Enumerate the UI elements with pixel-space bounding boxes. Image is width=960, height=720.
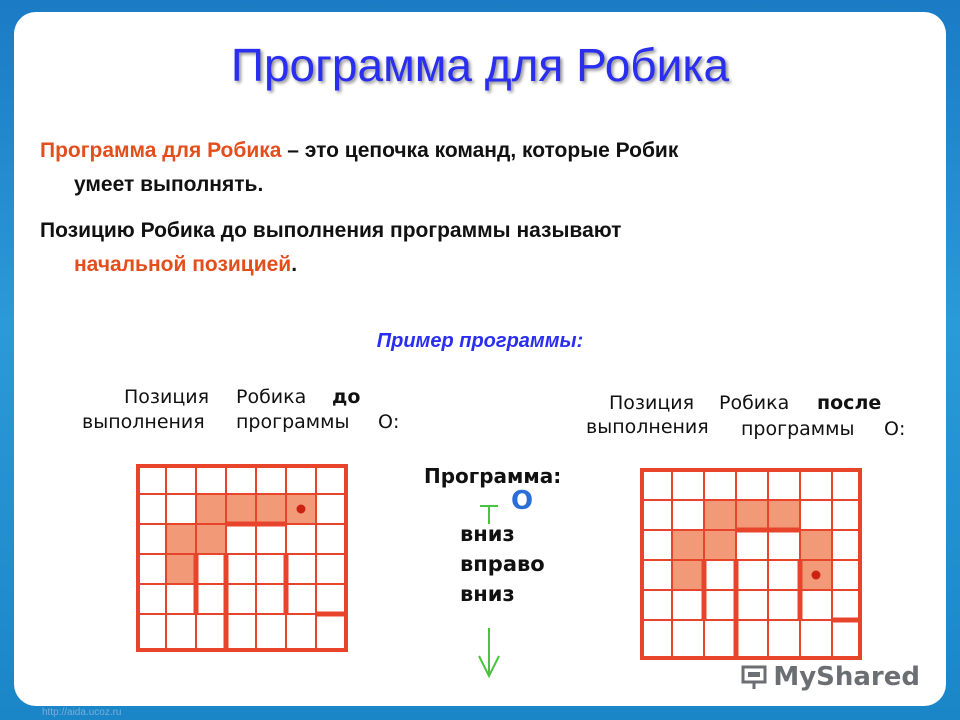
filled-cell	[226, 494, 256, 524]
filled-cell	[800, 530, 832, 560]
caption-word: выполнения	[82, 411, 205, 433]
watermark: http://aida.ucoz.ru	[42, 707, 122, 718]
page-title: Программа для Робика	[230, 39, 730, 91]
caption-word: О:	[378, 411, 400, 433]
slide	[14, 12, 946, 706]
program-label: Программа:	[424, 464, 562, 488]
example-label: Пример программы:	[376, 330, 584, 352]
filled-cell	[196, 494, 226, 524]
caption-word: после	[817, 392, 882, 414]
initial-position-text: Позицию Робика до выполнения программы называют	[40, 219, 622, 242]
initial-position-end: .	[291, 253, 298, 276]
caption-word: Позиция	[609, 392, 695, 414]
grid-after	[640, 468, 862, 660]
caption-word: до	[332, 386, 361, 408]
filled-cell	[768, 500, 800, 530]
filled-cell	[672, 560, 704, 590]
logo-text: MyShared	[773, 662, 920, 692]
filled-cells	[672, 500, 832, 590]
grid-before	[136, 464, 348, 652]
definition-paragraph	[40, 134, 920, 202]
filled-cell	[196, 524, 226, 554]
myshared-logo[interactable]	[741, 662, 920, 692]
robik-marker	[812, 571, 821, 580]
caption-word: О:	[884, 418, 906, 440]
definition-text: – это цепочка команд, которые Робик	[281, 139, 679, 162]
definition-text-line2: умеет выполнять.	[74, 173, 264, 196]
filled-cell	[736, 500, 768, 530]
caption-word: Робика	[236, 386, 307, 408]
program-command: вниз	[460, 582, 515, 606]
program-command: вправо	[460, 552, 545, 576]
caption-word: Робика	[719, 392, 790, 414]
program-command: вниз	[460, 522, 515, 546]
initial-position-paragraph	[40, 214, 920, 282]
definition-term: Программа для Робика	[40, 139, 282, 162]
origin-mark: О	[511, 486, 534, 516]
caption-word: выполнения	[586, 416, 709, 438]
filled-cell	[166, 524, 196, 554]
filled-cell	[704, 500, 736, 530]
initial-position-term: начальной позицией	[74, 253, 292, 276]
filled-cell	[704, 530, 736, 560]
filled-cells	[166, 494, 316, 584]
filled-cell	[672, 530, 704, 560]
filled-cell	[256, 494, 286, 524]
robik-marker	[297, 505, 306, 514]
caption-word: программы	[236, 411, 350, 433]
caption-word: программы	[741, 418, 855, 440]
caption-word: Позиция	[124, 386, 210, 408]
presentation-icon	[741, 664, 767, 690]
filled-cell	[166, 554, 196, 584]
